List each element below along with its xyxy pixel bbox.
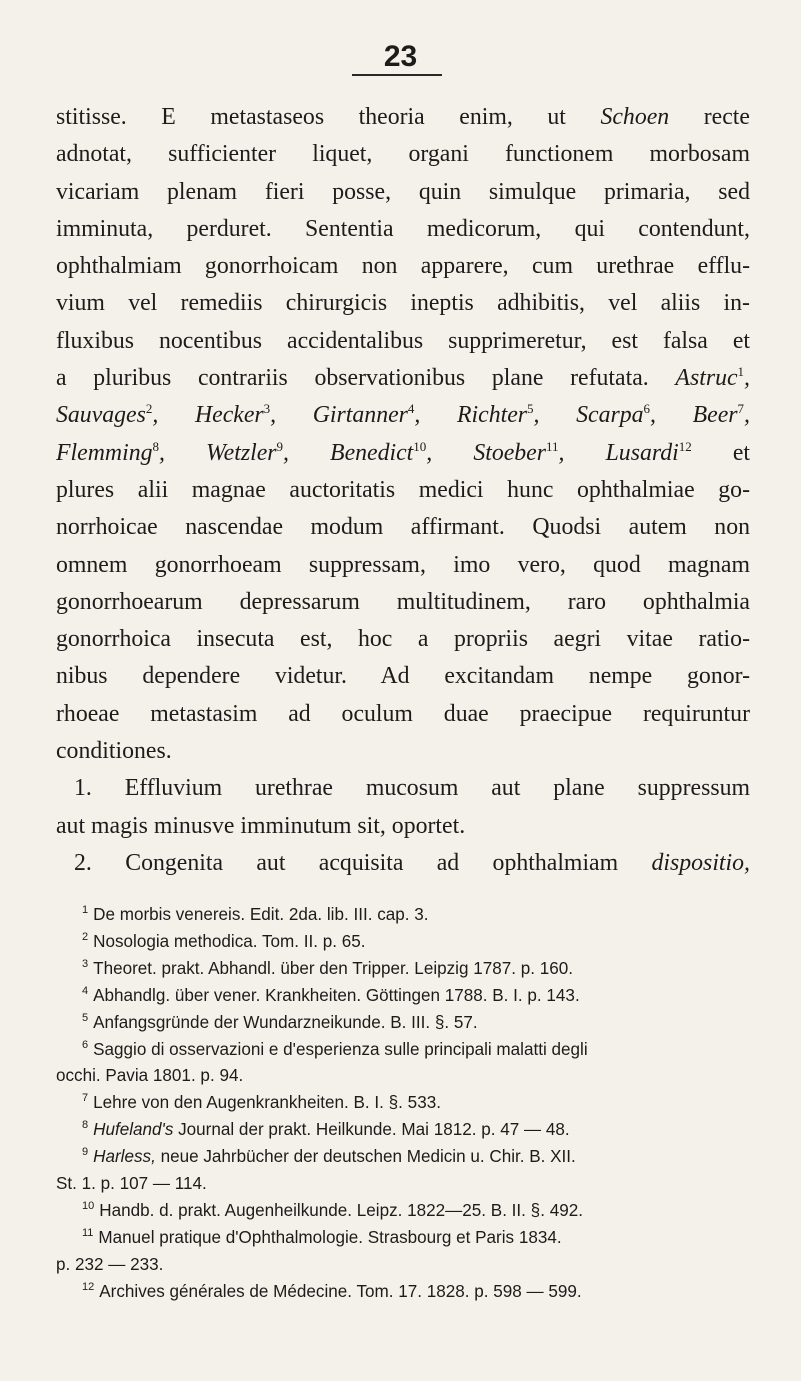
text-run: , — [744, 365, 750, 392]
footnotes — [56, 902, 758, 1306]
footnote-number: 6 — [82, 1038, 89, 1051]
text-run: Sauvages — [56, 402, 146, 429]
text-run: Schoen — [600, 104, 670, 130]
footnote-number: 4 — [82, 984, 89, 997]
footnote-text: neue Jahrbücher der deutschen Medicin u. Chir. B. XII. — [155, 1147, 576, 1167]
footnote — [56, 1252, 758, 1279]
footnote-text: Nosologia methodica. Tom. II. p. 65. — [93, 931, 366, 951]
text-run: fluxibus nocentibus accidentalibus supprimeretur, est falsa et — [56, 327, 750, 354]
footnote — [56, 902, 758, 929]
footnote-text: Archives générales de Médecine. Tom. 17. 1828. p. 598 — 599. — [99, 1281, 582, 1301]
main-text — [56, 99, 750, 882]
text-run: nibus dependere videtur. Ad excitandam nempe gonor- — [56, 663, 750, 690]
text-line — [56, 99, 750, 136]
text-line — [56, 658, 750, 695]
footnote-ref: 7 — [737, 401, 745, 417]
footnote-text: Theoret. prakt. Abhandl. über den Tripper. Leipzig 1787. p. 160. — [93, 958, 574, 978]
footnote — [56, 1063, 758, 1090]
text-run: plures alii magnae auctoritatis medici hunc ophthalmiae go- — [56, 476, 750, 503]
text-run: dispositio, — [651, 849, 750, 876]
text-run: recte — [669, 104, 750, 130]
text-line — [56, 808, 750, 845]
footnote-number: 8 — [82, 1119, 89, 1132]
text-run: adnotat, sufficienter liquet, organi functionem morbosam — [56, 141, 750, 168]
footnote-ref: 9 — [276, 438, 284, 454]
text-run: gonorrhoearum depressarum multitudinem, raro ophthalmia — [56, 588, 750, 615]
footnote — [56, 983, 758, 1010]
footnote — [56, 1090, 758, 1117]
footnote-ref: 2 — [145, 401, 153, 417]
footnote-text: Saggio di osservazioni e d'esperienza sulle principali malatti degli — [93, 1039, 588, 1059]
text-run: norrhoicae nascendae modum affirmant. Quodsi autem non — [56, 514, 750, 541]
footnote — [56, 1225, 758, 1252]
footnote-ref: 1 — [737, 364, 745, 380]
footnote-ref: 8 — [152, 438, 159, 454]
footnote — [56, 956, 758, 983]
text-run: , Girtanner — [270, 402, 408, 429]
text-run: , Wetzler — [159, 439, 277, 466]
footnote-number: 5 — [82, 1011, 89, 1024]
footnote-text: Manuel pratique d'Ophthalmologie. Strasbourg et Paris 1834. — [98, 1227, 562, 1247]
footnote-text: Anfangsgründe der Wundarzneikunde. B. III. §. 57. — [93, 1012, 478, 1032]
text-line — [56, 248, 750, 285]
text-run: vium vel remediis chirurgicis ineptis adhibitis, vel aliis in- — [56, 290, 750, 317]
text-run: Astruc — [675, 365, 738, 392]
text-line — [56, 509, 750, 546]
footnote-number: 7 — [82, 1092, 89, 1105]
page-number: 23 — [383, 40, 418, 73]
footnote-ref: 11 — [546, 438, 559, 454]
text-run: , — [744, 402, 750, 429]
text-line — [56, 435, 750, 472]
footnote-ref: 5 — [527, 401, 534, 417]
footnote — [56, 1279, 758, 1306]
text-line — [56, 845, 750, 882]
text-run: imminuta, perduret. Sententia medicorum, qui contendunt, — [56, 215, 750, 242]
text-run: , Scarpa — [533, 402, 644, 429]
text-run: rhoeae metastasim ad oculum duae praecipue requiruntur — [56, 700, 750, 727]
text-run: 1. Effluvium urethrae mucosum aut plane suppressum — [74, 775, 750, 802]
footnote — [56, 929, 758, 956]
footnote — [56, 1144, 758, 1171]
footnote-author: Harless, — [93, 1147, 156, 1167]
footnote-number: 12 — [82, 1280, 95, 1293]
text-line — [56, 174, 750, 211]
text-run: , Benedict — [283, 439, 414, 466]
footnote-ref: 4 — [407, 401, 415, 417]
footnote-number: 10 — [82, 1199, 95, 1212]
text-run: , Beer — [650, 402, 738, 429]
text-run: , Lusardi — [558, 439, 679, 466]
text-run: aut magis minusve imminutum sit, oportet. — [56, 812, 466, 839]
footnote-ref: 12 — [678, 438, 692, 454]
text-run: ophthalmiam gonorrhoicam non apparere, cum urethrae efflu- — [56, 253, 750, 280]
footnote — [56, 1010, 758, 1037]
text-run: gonorrhoica insecuta est, hoc a propriis aegri vitae ratio- — [56, 626, 750, 653]
text-line — [56, 136, 750, 173]
text-run: et — [691, 439, 750, 466]
footnote — [56, 1037, 758, 1064]
text-line — [56, 472, 750, 509]
text-line — [56, 211, 750, 248]
text-run: 2. Congenita aut acquisita ad ophthalmiam — [74, 849, 652, 876]
text-run: , Richter — [414, 402, 528, 429]
footnote-text: Abhandlg. über vener. Krankheiten. Göttingen 1788. B. I. p. 143. — [93, 985, 580, 1005]
footnote-text: St. 1. p. 107 — 114. — [56, 1174, 207, 1194]
footnote-ref: 3 — [263, 401, 271, 417]
text-run: Flemming — [56, 439, 153, 466]
footnote-text: Lehre von den Augenkrankheiten. B. I. §. 533. — [93, 1093, 441, 1113]
footnote-ref: 6 — [643, 401, 651, 417]
footnote — [56, 1198, 758, 1225]
text-run: conditiones. — [56, 738, 172, 765]
text-run: omnem gonorrhoeam suppressam, imo vero, quod magnam — [56, 551, 750, 578]
footnote-ref: 10 — [413, 438, 427, 454]
text-line — [56, 770, 750, 807]
text-run: , Stoeber — [426, 439, 547, 466]
footnote-number: 11 — [82, 1226, 94, 1239]
footnote-number: 2 — [82, 930, 89, 943]
footnote-number: 9 — [82, 1146, 89, 1159]
text-line — [56, 397, 750, 434]
footnote-text: p. 232 — 233. — [56, 1254, 164, 1274]
page-number-rule — [352, 74, 442, 76]
text-run: vicariam plenam fieri posse, quin simulque primaria, sed — [56, 178, 750, 205]
footnote-text: De morbis venereis. Edit. 2da. lib. III. cap. 3. — [93, 905, 429, 924]
text-line — [56, 360, 750, 397]
footnote — [56, 1171, 758, 1198]
text-line — [56, 547, 750, 584]
footnote-text: Journal der prakt. Heilkunde. Mai 1812. p. 47 — 48. — [173, 1120, 570, 1140]
footnote-text: occhi. Pavia 1801. p. 94. — [56, 1066, 244, 1086]
text-line — [56, 621, 750, 658]
text-run: , Hecker — [152, 402, 264, 429]
footnote-text: Handb. d. prakt. Augenheilkunde. Leipz. 1822—25. B. II. §. 492. — [99, 1200, 583, 1220]
text-line — [56, 584, 750, 621]
text-line — [56, 285, 750, 322]
footnote — [56, 1117, 758, 1144]
footnote-author: Hufeland's — [93, 1120, 174, 1140]
text-run: a pluribus contrariis observationibus plane refutata. — [56, 365, 676, 392]
text-line — [56, 733, 750, 770]
footnote-number: 3 — [82, 957, 89, 970]
footnote-number: 1 — [82, 904, 89, 916]
text-run: stitisse. E metastaseos theoria enim, ut — [56, 104, 601, 130]
text-line — [56, 323, 750, 360]
text-line — [56, 696, 750, 733]
